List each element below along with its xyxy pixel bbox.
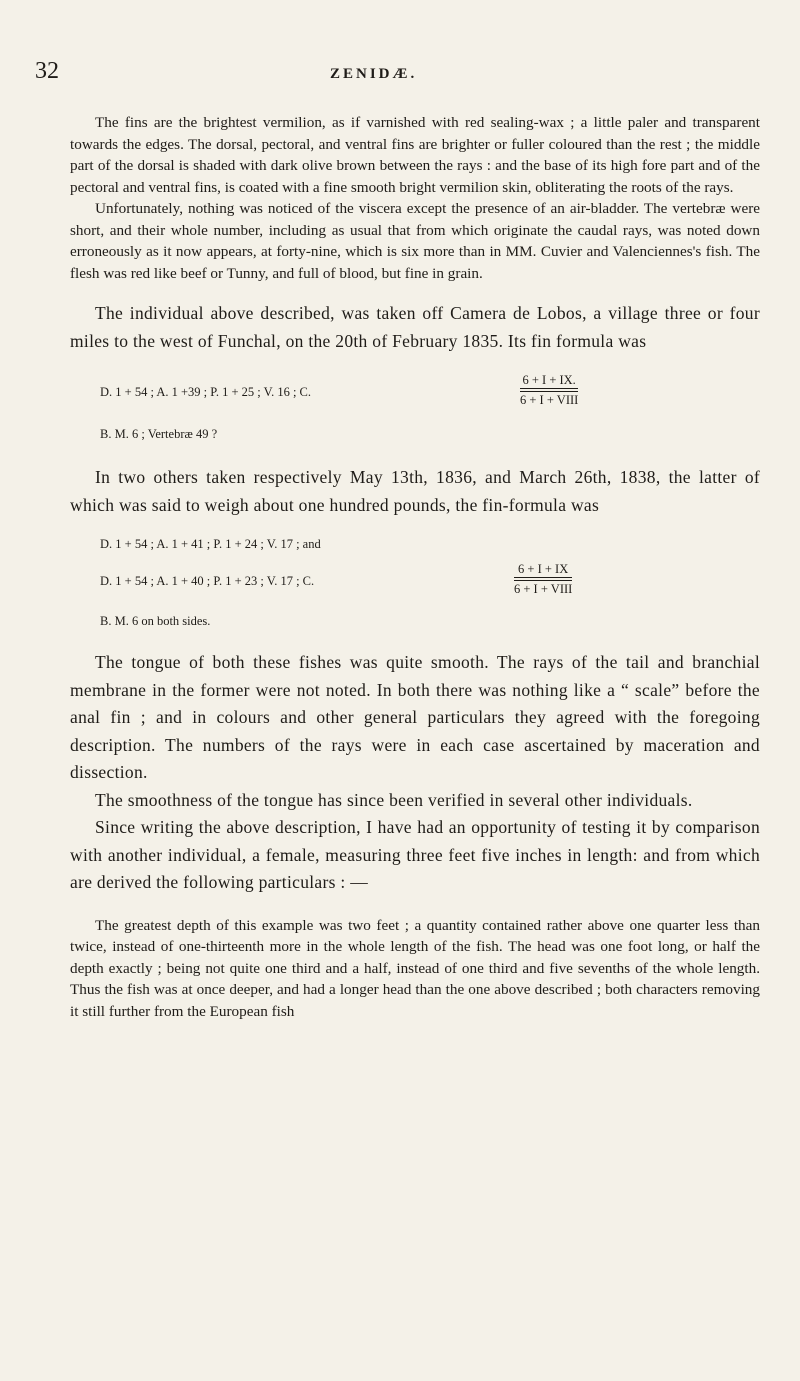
paragraph-viscera: Unfortunately, nothing was noticed of the viscera except the presence of an air-bladder. The vertebræ were short, and their whole number, including as usual that from which originate the caudal rays, was noted down erroneously as it now appears, at forty-nine, which is six more than in MM. Cuvier and Valenciennes's fish. The flesh was red like beef or Tunny, and full of blood, but fine in grain. <box>70 200 760 282</box>
formula-lhs: D. 1 + 54 ; A. 1 + 40 ; P. 1 + 23 ; V. 17 ; C. <box>100 574 315 588</box>
paragraph-since-writing: Since writing the above description, I have had an opportunity of testing it by comparison with another individual, a female, measuring three feet five inches in length: and from which are derived the following particulars : — <box>70 817 760 892</box>
paragraph-two-others: In two others taken respectively May 13th, 1836, and March 26th, 1838, the latter of which was said to weigh about one hundred pounds, the fin-formula was <box>70 467 760 515</box>
fraction-bar <box>514 577 572 581</box>
fraction-numerator: 6 + I + IX. <box>522 373 576 387</box>
formula-note-1835: B. M. 6 ; Vertebræ 49 ? <box>100 427 218 441</box>
caudal-fraction <box>520 373 578 407</box>
formula-note-1838: B. M. 6 on both sides. <box>100 614 211 628</box>
fraction-denominator: 6 + I + VIII <box>514 582 573 596</box>
fraction-bar <box>520 388 578 392</box>
paragraph-fins: The fins are the brightest vermilion, as if varnished with red sealing-wax ; a little paler and transparent towards the edges. The dorsal, pectoral, and ventral fins are brighter or fuller coloured than the rest ; the middle part of the dorsal is shaded with dark olive brown between the rays : and the base of its high fore part and of the pectoral and ventral fins, is coated with a fine smooth bright vermilion skin, obliterating the roots of the rays. <box>70 114 760 196</box>
fin-formula-1835 <box>100 373 760 413</box>
page-number: 32 <box>35 58 59 84</box>
paragraph-capture-1835: The individual above described, was taken off Camera de Lobos, a village three or four miles to the west of Funchal, on the 20th of February 1835. Its fin formula was <box>70 303 760 351</box>
running-head: ZENIDÆ. <box>330 66 418 82</box>
page-body <box>70 112 760 1022</box>
paragraph-tongue: The tongue of both these fishes was quite smooth. The rays of the tail and branchial membrane in the former were not noted. In both there was nothing like a “ scale” before the anal fin ; and in colours and other general particulars they agreed with the foregoing description. The numbers of the rays were in each case ascertained by maceration and dissection. <box>70 652 760 782</box>
fraction-denominator: 6 + I + VIII <box>520 393 579 407</box>
formula-lhs: D. 1 + 54 ; A. 1 +39 ; P. 1 + 25 ; V. 16 ; C. <box>100 385 311 399</box>
paragraph-smoothness: The smoothness of the tongue has since been verified in several other individuals. <box>95 789 693 810</box>
paragraph-greatest-depth: The greatest depth of this example was two feet ; a quantity contained rather above one quarter less than twice, instead of one-thirteenth more in the whole length of the fish. The head was one foot long, or half the depth exactly ; being not quite one third and a half, instead of one third and five sevenths of the whole length. Thus the fish was at once deeper, and had a longer head than the one above described ; both characters removing it still further from the European fish <box>70 916 760 1020</box>
page-header <box>0 58 800 88</box>
fin-formula-1838 <box>100 562 760 602</box>
fraction-numerator: 6 + I + IX <box>518 562 569 576</box>
fin-formula-line: D. 1 + 54 ; A. 1 + 41 ; P. 1 + 24 ; V. 17 ; and <box>100 537 321 551</box>
caudal-fraction <box>514 562 572 596</box>
